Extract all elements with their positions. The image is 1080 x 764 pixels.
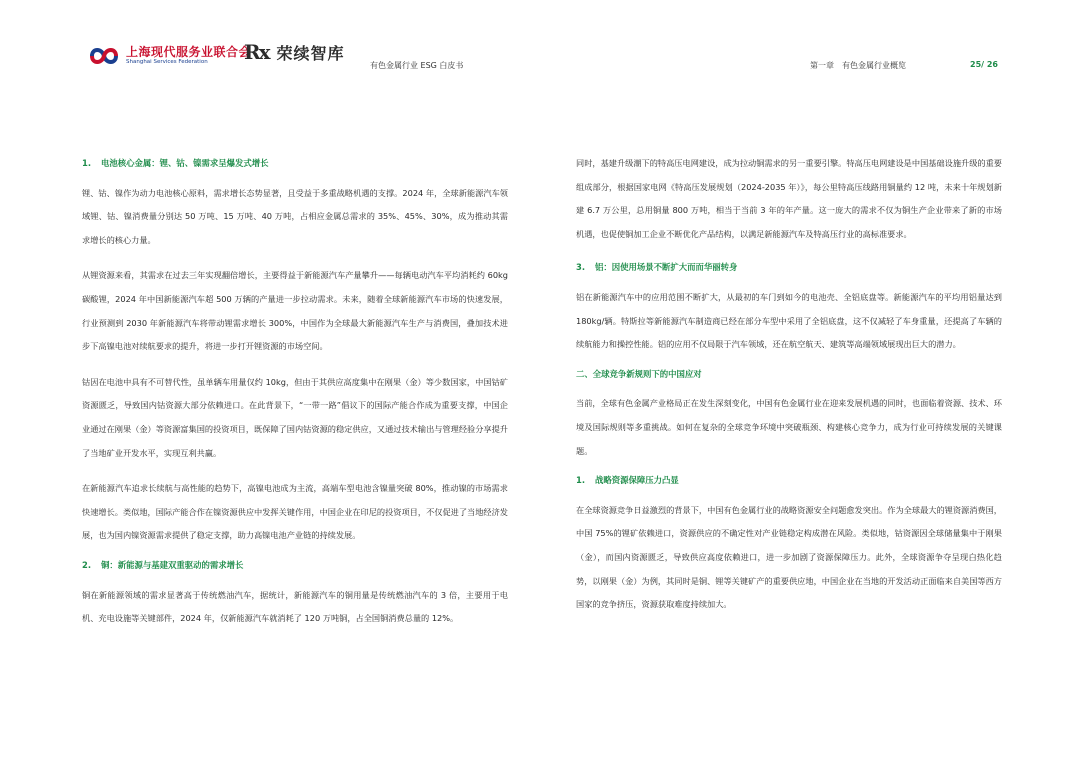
heading-text: 铜：新能源与基建双重驱动的需求增长 (101, 559, 244, 570)
section-heading (82, 554, 508, 578)
ssf-logo-icon (88, 44, 120, 68)
document-title: 有色金属行业 ESG 白皮书 (370, 61, 464, 70)
paragraph: 铜在新能源领域的需求显著高于传统燃油汽车，据统计，新能源汽车的铜用量是传统燃油汽车的 3 倍，主要用于电机、充电设施等关键部件，2024 年，仅新能源汽车就消耗了 120 万吨铜，占全国铜消费总量的 12%。 (82, 589, 508, 624)
heading-number: 1. (576, 475, 586, 486)
paragraph: 钴因在电池中具有不可替代性，虽单辆车用量仅约 10kg，但由于其供应高度集中在刚果（金）等少数国家，中国钴矿资源匮乏，导致国内钴资源大部分依赖进口。在此背景下，“一带一路”倡议下的国际产能合作成为重要支撑，中国企业通过在刚果（金）等资源富集国的投资项目，既保障了国内钴资源的稳定供应，又通过技术输出与管理经验分享提升了当地矿业开发水平，实现互利共赢。 (82, 376, 508, 458)
paragraph: 锂、钴、镍作为动力电池核心原料，需求增长态势显著，且受益于多重战略机遇的支撑。2024 年，全球新能源汽车领域锂、钴、镍消费量分别达 50 万吨、15 万吨、40 万吨，占相应金属总需求的 35%、45%、30%，成为推动其需求增长的核心力量。 (82, 187, 508, 245)
section-heading (576, 256, 1002, 280)
right-column (576, 152, 1002, 617)
left-column (82, 152, 508, 631)
paragraph: 从锂资源来看，其需求在过去三年实现翻倍增长，主要得益于新能源汽车产量攀升——每辆电动汽车平均消耗约 60kg 碳酸锂，2024 年中国新能源汽车超 500 万辆的产量进一步拉动需求。未来，随着全球新能源汽车市场的快速发展，行业预测到 2030 年新能源汽车将带动锂需求增长 300%，中国作为全球最大新能源汽车生产与消费国，叠加技术进步下高镍电池对续航要求的提升，将进一步打开锂资源的市场空间。 (82, 270, 508, 352)
paragraph: 同时，基建升级潮下的特高压电网建设，成为拉动铜需求的另一重要引擎。特高压电网建设是中国基础设施升级的重要组成部分，根据国家电网《特高压发展规划（2024-2035 年）》，每公里特高压线路用铜量约 12 吨，未来十年规划新建 6.7 万公里，总用铜量 800 万吨，相当于当前 3 年的年产量。这一庞大的需求不仅为铜生产企业带来了新的市场机遇，也促使铜加工企业不断优化产品结构，以满足新能源汽车及特高压行业的高标准要求。 (576, 158, 1002, 239)
paragraph: 在新能源汽车追求长续航与高性能的趋势下，高镍电池成为主流，高端车型电池含镍量突破 80%，推动镍的市场需求快速增长。类似地，国际产能合作在镍资源供应中发挥关键作用，中国企业在印尼的投资项目，不仅促进了当地经济发展，也为国内镍资源需求提供了稳定支撑，助力高镍电池产业链的持续发展。 (82, 483, 508, 541)
brand-name: 荣续智库 (276, 43, 345, 63)
heading-number: 2. (82, 559, 92, 570)
chapter-title: 第一章 有色金属行业概览 (810, 61, 906, 70)
section-heading (576, 469, 1002, 493)
paragraph: 当前，全球有色金属产业格局正在发生深刻变化，中国有色金属行业在迎来发展机遇的同时，也面临着资源、技术、环境及国际规则等多重挑战。如何在复杂的全球竞争环境中突破瓶颈、构建核心竞争力，成为行业可持续发展的关键课题。 (576, 398, 1002, 456)
section-heading (82, 152, 508, 176)
org-name-en: Shanghai Services Federation (126, 59, 208, 66)
brand-mark: Rx (244, 40, 269, 64)
paragraph: 在全球资源竞争日益激烈的背景下，中国有色金属行业的战略资源安全问题愈发突出。作为全球最大的锂资源消费国，中国 75%的锂矿依赖进口，资源供应的不确定性对产业链稳定构成潜在风险。类似地，钴资源因全球储量集中于刚果（金），而国内资源匮乏，导致供应高度依赖进口，进一步加剧了资源保障压力。此外，全球资源争夺呈现白热化趋势，以刚果（金）为例，其同时是铜、锂等关键矿产的重要供应地，中国企业在当地的开发活动正面临来自美国等西方国家的竞争挤压，资源获取难度持续加大。 (576, 504, 1002, 610)
paragraph: 铝在新能源汽车中的应用范围不断扩大，从最初的车门到如今的电池壳、全铝底盘等。新能源汽车的平均用铝量达到 180kg/辆。特斯拉等新能源汽车制造商已经在部分车型中采用了全铝底盘，这不仅减轻了车身重量，还提高了车辆的续航能力和操控性能。铝的应用不仅局限于汽车领域，还在航空航天、建筑等高端领域展现出巨大的潜力。 (576, 291, 1002, 350)
org-name-cn: 上海现代服务业联合会 (126, 45, 252, 60)
brand-logo (244, 40, 345, 64)
heading-number: 1. (82, 158, 92, 168)
heading-number: 3. (576, 262, 586, 273)
heading-text: 铝：因使用场景不断扩大而而华丽转身 (595, 262, 738, 273)
page-header (0, 0, 1080, 80)
heading-text: 电池核心金属：锂、钴、镍需求呈爆发式增长 (101, 158, 269, 168)
chapter-section-heading: 二、全球竞争新规则下的中国应对 (576, 368, 702, 379)
page-number: 25/ 26 (970, 60, 998, 69)
heading-text: 战略资源保障压力凸显 (595, 475, 679, 486)
ssf-logo (88, 42, 251, 70)
